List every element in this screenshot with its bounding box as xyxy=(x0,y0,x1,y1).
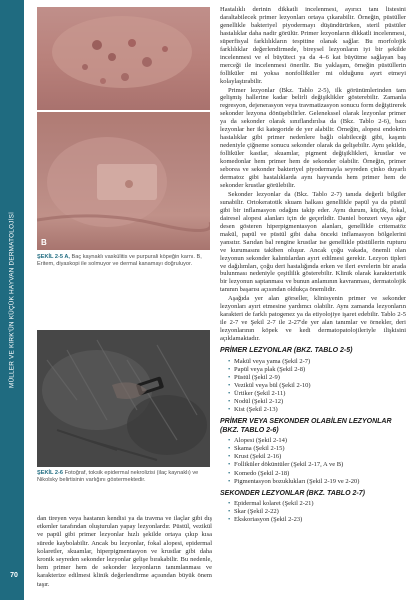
running-title: MÜLLER VE KIRK'ÜN KÜÇÜK HAYVAN DERMATOLOJİSİ xyxy=(8,211,16,389)
figure-2-5-text: Baç kaynaklı vaskülitis ve purpurali köpeğin karnı. B, Eritem, diyaskopi ile solmuyor ve dermal kanamayı doğruluyor. xyxy=(37,254,202,267)
figure-2-5-label: ŞEKİL 2-5 A, xyxy=(37,254,70,260)
body-paragraph: Hastalıklı derinin dikkatli incelenmesi, ayırıcı tanı listesini daraltabilecek primer lezyonları ortaya çıkarabilir. Örneğin, püstüller genellikle bakteriyel piyodermayı düşündürürken, steril püstüler hastalıklar daha nadir görülür. Primer lezyonların dikkatli incelenmesi, süperfisyal farklılıkların tespitine olanak sağlar. Bu morfolojik farklılıklar değerlendirmede, bireysel lezyonların iyi bir şekilde incelenmesi ve el büyüteci ya da 4–6 kat büyütme sağlayan baş merceği ile incelenmesi önerilir. Bu yaklaşım, örneğin püstüllerin folliküler mi yoksa nonfolliküler mi olduğunu ayırt etmeyi kolaylaştırabilir. xyxy=(220,6,406,85)
list-item: • Epidermal kolaret (Şekil 2-21) xyxy=(228,500,406,508)
list-item: • Ürtiker (Şekil 2-11) xyxy=(228,390,406,398)
sidebar-band xyxy=(0,0,24,600)
list-item: • Folliküler döküntüler (Şekil 2-17, A ve B) xyxy=(228,461,406,469)
body-paragraph: Aşağıda yer alan görseller, klinisyenin primer ve sekonder lezyonları ayırt etmesine yardımcı olabilir. Aynı zamanda lezyonların karakteri de farklı patogenez ya da etiyolojiye işaret edebilir. Tablo 2-5 ile 2-7 ve Şekil 2-7 ile 2-27'de yer alan tanımlar ve örnekler, deri lezyonlarının köpek ve kedi dermatopatolojileriyle ilişkisini açıklamaktadır. xyxy=(220,295,406,343)
figure-2-5-b-image xyxy=(37,112,210,250)
figure-2-5-caption xyxy=(37,254,212,268)
secondary-lesion-list xyxy=(220,500,406,524)
list-item: • Kist (Şekil 2-13) xyxy=(228,406,406,414)
list-item: • Krust (Şekil 2-16) xyxy=(228,453,406,461)
list-item: • Alopesi (Şekil 2-14) xyxy=(228,437,406,445)
list-item: • Papül veya plak (Şekil 2-8) xyxy=(228,366,406,374)
list-item: • Nodül (Şekil 2-12) xyxy=(228,398,406,406)
list-item: • Skar (Şekil 2-22) xyxy=(228,508,406,516)
list-item: • Komedo (Şekil 2-18) xyxy=(228,470,406,478)
section-heading-primary-or-secondary: PRİMER VEYA SEKONDER OLABİLEN LEZYONLAR (BKZ. TABLO 2-6) xyxy=(220,418,392,434)
figure-2-5-a-image xyxy=(37,7,210,110)
left-column-paragraph: dan tireyen veya hastanın kendisi ya da travma ve ilaçlar gibi dış etkenler tarafından oluşturulan yapay lezyonlardır. Püstül, vezikül ve papül gibi primer lezyonlar hızlı şekilde ortaya çıkıp kısa sürede kaybolabilir. Ancak bu lezyonlar, fokal alopesi, epidermal kolaretler, skuamlar, hiperpigmentasyon ve krustlar gibi daha kronik seyreden sekonder lezyonlar gelişe bırakabilir. Bu nedenle, hem primer hem de sekonder lezyonların tanımlanması ve karakterize edilmesi klinik değerlendirme açısından büyük önem taşır. xyxy=(37,515,212,588)
figure-panel-letter: B xyxy=(41,238,47,247)
figure-2-6-label: ŞEKİL 2-6 xyxy=(37,470,64,476)
list-item: • Makül veya yama (Şekil 2-7) xyxy=(228,358,406,366)
section-heading-primary: PRİMER LEZYONLAR (BKZ. TABLO 2-5) xyxy=(220,347,353,355)
right-column xyxy=(220,6,406,525)
list-item: • Ekskoriasyon (Şekil 2-23) xyxy=(228,516,406,524)
primary-lesion-list xyxy=(220,358,406,415)
figure-2-6-caption xyxy=(37,470,212,484)
list-item: • Pigmentasyon bozuklukları (Şekil 2-19 ve 2-20) xyxy=(228,478,406,486)
primary-or-secondary-lesion-list xyxy=(220,437,406,486)
page-number: 70 xyxy=(10,572,18,579)
list-item: • Vezikül veya bül (Şekil 2-10) xyxy=(228,382,406,390)
body-paragraph: Sekonder lezyonlar da (Bkz. Tablo 2-7) tanıda değerli bilgiler sunabilir. Ortokeratotik skuam halkası genellikle papül ya da püstül gibi bir inflamasyon odağını takip eder. Aynı durum, küçük, fokal, dairesel alopesi alanları için de geçerlidir. Daniel bonzeri veya ağır desen gösteren hiperpigmentasyon alanları, genellikle critematöz makül, papül ve püstül gibi daha önceki inflamasyon bölgelerini yansıtır. Sarıdan bal rengine krustlar ise genellikle püstüllerin rupturu ve kurumasını takiben oluşur. Ancak çoğu vakada, önemli olan lezyonun sekonder kalıntılardan ayırt edilmesi gerekir. Lezyon tipleri ve dağılımları, çoğu deri hastalığında erken ve ileri evrelerin bir arada bulunması nedeniyle çeşitlilik gösterebilir. Klinik olarak karakteristik bir lezyonun saptanması ve bunun anlamının kavranması, dermatolojik tanının başarısı açısından oldukça önemlidir. xyxy=(220,190,406,294)
body-paragraph: Primer lezyonlar (Bkz. Tablo 2-5), ilk görünümlerinden tam gelişmiş hallerine kadar belirli değişiklikler gösterebilir. Zamanla regresyon, dejenerasyon veya travmatizasyon sonucu form değiştirerek sekonder lezyona dönüşebilirler. Gelenekssel olarak lezyonlar primer ya da sekonder olarak sınıflandırılsa da (Bkz. Tablo 2-6), bazı lezyonlar her iki kategoride de yer alabilir. Örneğin, alopesi endokrin hastalıklar gibi primer nedenlere bağlı olabileceği gibi, kaşıntı nedeniyle çiğneme sonucu sekonder olarak da gelişebilir. Aynı şekilde, folliküler kastlar, skuamlar, pigment değişiklikleri, krustlar ve komedonlar hem primer hem de sekonder olabilir. Örneğin, primer seborea ve sekonder bakteriyel piyodermayla seyreden çinko duyarlı dermatoz gibi hastalıklarda aynı hayvanda hem primer hem de sekonder krustlar görülebilir. xyxy=(220,86,406,189)
figure-2-6-text: Fotoğraf, toksik epidermal nekrolizisi (ilaç kaynaklı) ve Nikolsky belirtisinin varlığını göstermektedir. xyxy=(37,470,199,483)
figure-2-6-image xyxy=(37,330,210,467)
list-item: • Skama (Şekil 2-15) xyxy=(228,445,406,453)
section-heading-secondary: SEKONDER LEZYONLAR (BKZ. TABLO 2-7) xyxy=(220,489,365,497)
list-item: • Püstül (Şekil 2-9) xyxy=(228,374,406,382)
